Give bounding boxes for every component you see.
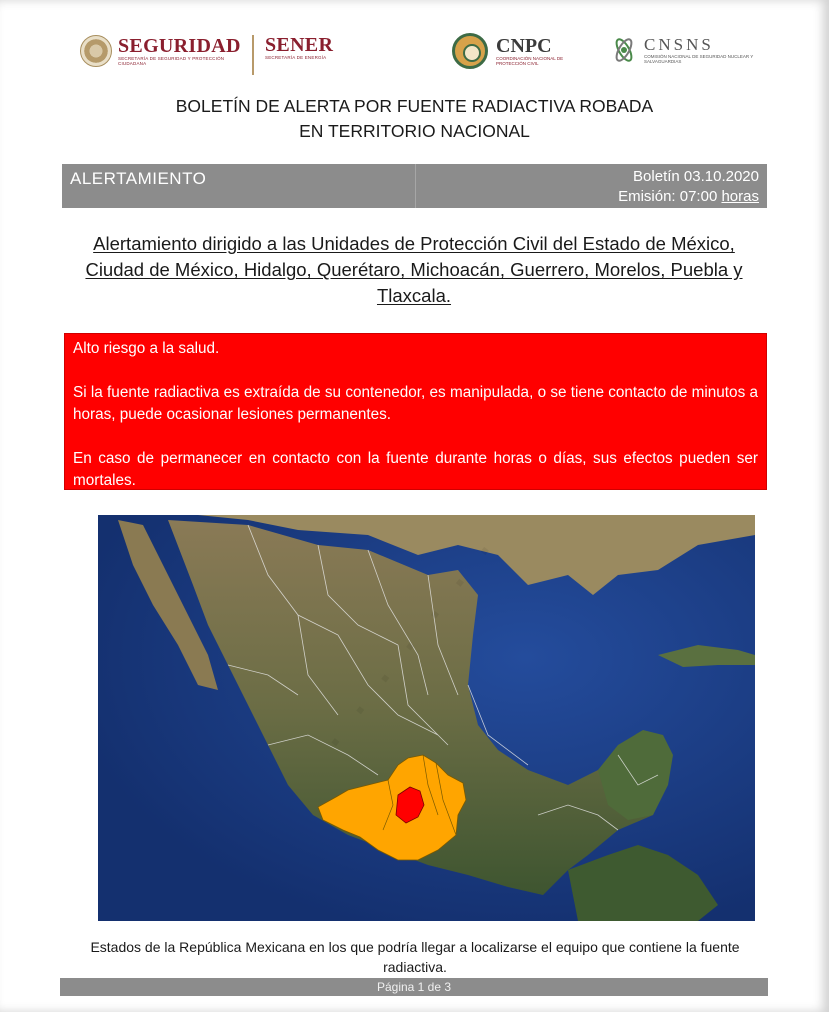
bulletin-title-line1: BOLETÍN DE ALERTA POR FUENTE RADIACTIVA ROBADA: [175, 96, 654, 116]
map-caption: Estados de la República Mexicana en los que podría llegar a localizarse el equipo que contiene la fuente radiactiva.: [90, 939, 740, 975]
alert-recipients: Alertamiento dirigido a las Unidades de Protección Civil del Estado de México, Ciudad de México, Hidalgo, Querétaro, Michoacán, Guerrero, Morelos, Puebla y Tlaxcala.: [85, 233, 743, 306]
emission-time-value: Emisión: 07:00: [618, 188, 718, 205]
cnpc-logo-text: CNPC: [496, 35, 552, 57]
bulletin-info: [618, 167, 759, 207]
cnpc-logo-subtext: COORDINACIÓN NACIONAL DE PROTECCIÓN CIVIL: [496, 56, 564, 66]
emission-time-unit: horas: [721, 188, 759, 205]
alert-manipulation-warning: Si la fuente radiactiva es extraída de su contenedor, es manipulada, o se tiene contacto de minutos a horas, puede ocasionar lesiones permanentes.: [73, 384, 758, 423]
status-bar-separator: [415, 164, 416, 208]
health-risk-alert-box: [64, 333, 767, 490]
alert-mortality-warning: En caso de permanecer en contacto con la fuente durante horas o días, sus efectos pueden ser mortales.: [73, 450, 758, 489]
bulletin-title-line2: EN TERRITORIO NACIONAL: [299, 121, 530, 141]
sener-logo-text: SENER: [265, 34, 334, 56]
alert-level-label: ALERTAMIENTO: [70, 169, 207, 188]
mexico-map-graphic: [98, 515, 755, 921]
cnsns-logo-subtext: COMISIÓN NACIONAL DE SEGURIDAD NUCLEAR Y SALVAGUARDIAS: [644, 54, 754, 64]
emission-time: [618, 187, 759, 207]
seguridad-logo-text: SEGURIDAD: [118, 35, 241, 57]
alert-risk-level: Alto riesgo a la salud.: [73, 340, 220, 357]
atom-icon: [610, 35, 638, 65]
sener-logo: [265, 35, 333, 60]
status-bar: [62, 164, 767, 208]
cnpc-emblem-icon: [452, 33, 488, 69]
bulletin-title: [0, 94, 829, 144]
page-number-footer: Página 1 de 3: [60, 978, 768, 996]
header-logos: [80, 30, 760, 80]
mexico-map: [98, 515, 755, 921]
cnpc-logo: [452, 33, 576, 69]
logo-divider: [252, 35, 254, 75]
sener-logo-subtext: SECRETARÍA DE ENERGÍA: [265, 55, 327, 60]
bulletin-date: Boletín 03.10.2020: [633, 168, 759, 185]
cnsns-logo: [610, 35, 754, 65]
seguridad-logo: [80, 35, 241, 67]
seguridad-logo-subtext: SECRETARÍA DE SEGURIDAD Y PROTECCIÓN CIUDADANA: [118, 56, 225, 66]
mexico-seal-icon: [80, 35, 112, 67]
cnsns-logo-text: CNSNS: [644, 35, 714, 54]
